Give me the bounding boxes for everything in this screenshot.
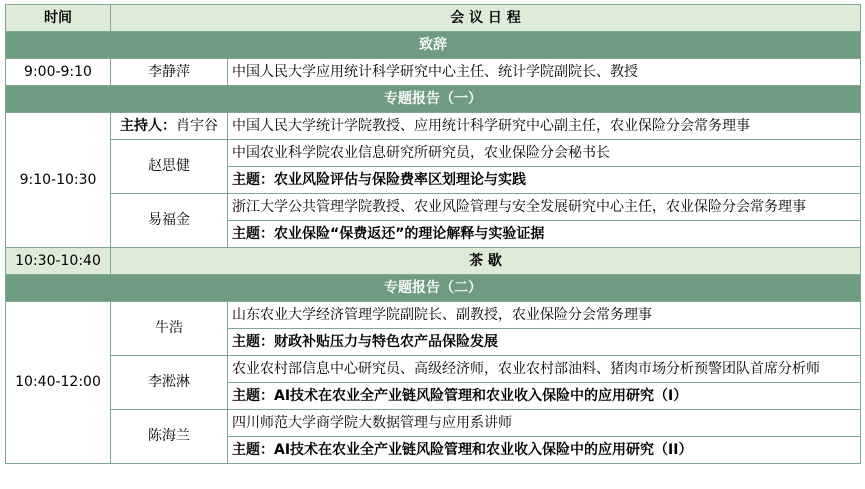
host-cell xyxy=(111,113,228,140)
header-row xyxy=(6,5,861,32)
speaker-affiliation: 山东农业大学经济管理学院副院长、副教授，农业保险分会常务理事 xyxy=(228,302,861,329)
speaker-name: 牛浩 xyxy=(111,302,228,356)
table-row xyxy=(6,410,861,437)
table-row xyxy=(6,113,861,140)
speaker-affiliation: 四川师范大学商学院大数据管理与应用系讲师 xyxy=(228,410,861,437)
section-title-welcome: 致辞 xyxy=(6,32,861,59)
speaker-affiliation: 中国农业科学院农业信息研究所研究员，农业保险分会秘书长 xyxy=(228,140,861,167)
table-row xyxy=(6,140,861,167)
host-prefix: 主持人： xyxy=(120,117,176,134)
time-slot: 10:40-12:00 xyxy=(6,302,111,464)
agenda-table xyxy=(5,4,861,464)
section-title-report-2: 专题报告（二） xyxy=(6,275,861,302)
table-row xyxy=(6,356,861,383)
talk-topic: 主题：农业保险“保费返还”的理论解释与实验证据 xyxy=(228,221,861,248)
section-row-report-1 xyxy=(6,86,861,113)
speaker-name: 李静萍 xyxy=(111,59,228,86)
host-name: 肖宇谷 xyxy=(176,117,218,134)
time-slot: 10:30-10:40 xyxy=(6,248,111,275)
host-affiliation: 中国人民大学统计学院教授、应用统计科学研究中心副主任，农业保险分会常务理事 xyxy=(228,113,861,140)
speaker-affiliation: 浙江大学公共管理学院教授、农业风险管理与安全发展研究中心主任，农业保险分会常务理事 xyxy=(228,194,861,221)
time-slot: 9:00-9:10 xyxy=(6,59,111,86)
section-row-report-2 xyxy=(6,275,861,302)
speaker-affiliation: 农业农村部信息中心研究员、高级经济师，农业农村部油料、猪肉市场分析预警团队首席分析师 xyxy=(228,356,861,383)
speaker-name: 易福金 xyxy=(111,194,228,248)
tea-break-row xyxy=(6,248,861,275)
speaker-name: 赵思健 xyxy=(111,140,228,194)
section-title-report-1: 专题报告（一） xyxy=(6,86,861,113)
table-row xyxy=(6,194,861,221)
time-slot: 9:10-10:30 xyxy=(6,113,111,248)
time-column-header: 时间 xyxy=(6,5,111,32)
talk-topic: 主题：AI技术在农业全产业链风险管理和农业收入保险中的应用研究（II） xyxy=(228,437,861,464)
speaker-name: 李淞淋 xyxy=(111,356,228,410)
agenda-column-header: 会 议 日 程 xyxy=(111,5,861,32)
talk-topic: 主题：农业风险评估与保险费率区划理论与实践 xyxy=(228,167,861,194)
speaker-affiliation: 中国人民大学应用统计科学研究中心主任、统计学院副院长、教授 xyxy=(228,59,861,86)
talk-topic: 主题：AI技术在农业全产业链风险管理和农业收入保险中的应用研究（I） xyxy=(228,383,861,410)
table-row xyxy=(6,302,861,329)
tea-break-label: 茶 歇 xyxy=(111,248,861,275)
table-row xyxy=(6,59,861,86)
talk-topic: 主题：财政补贴压力与特色农产品保险发展 xyxy=(228,329,861,356)
speaker-name: 陈海兰 xyxy=(111,410,228,464)
section-row-welcome xyxy=(6,32,861,59)
